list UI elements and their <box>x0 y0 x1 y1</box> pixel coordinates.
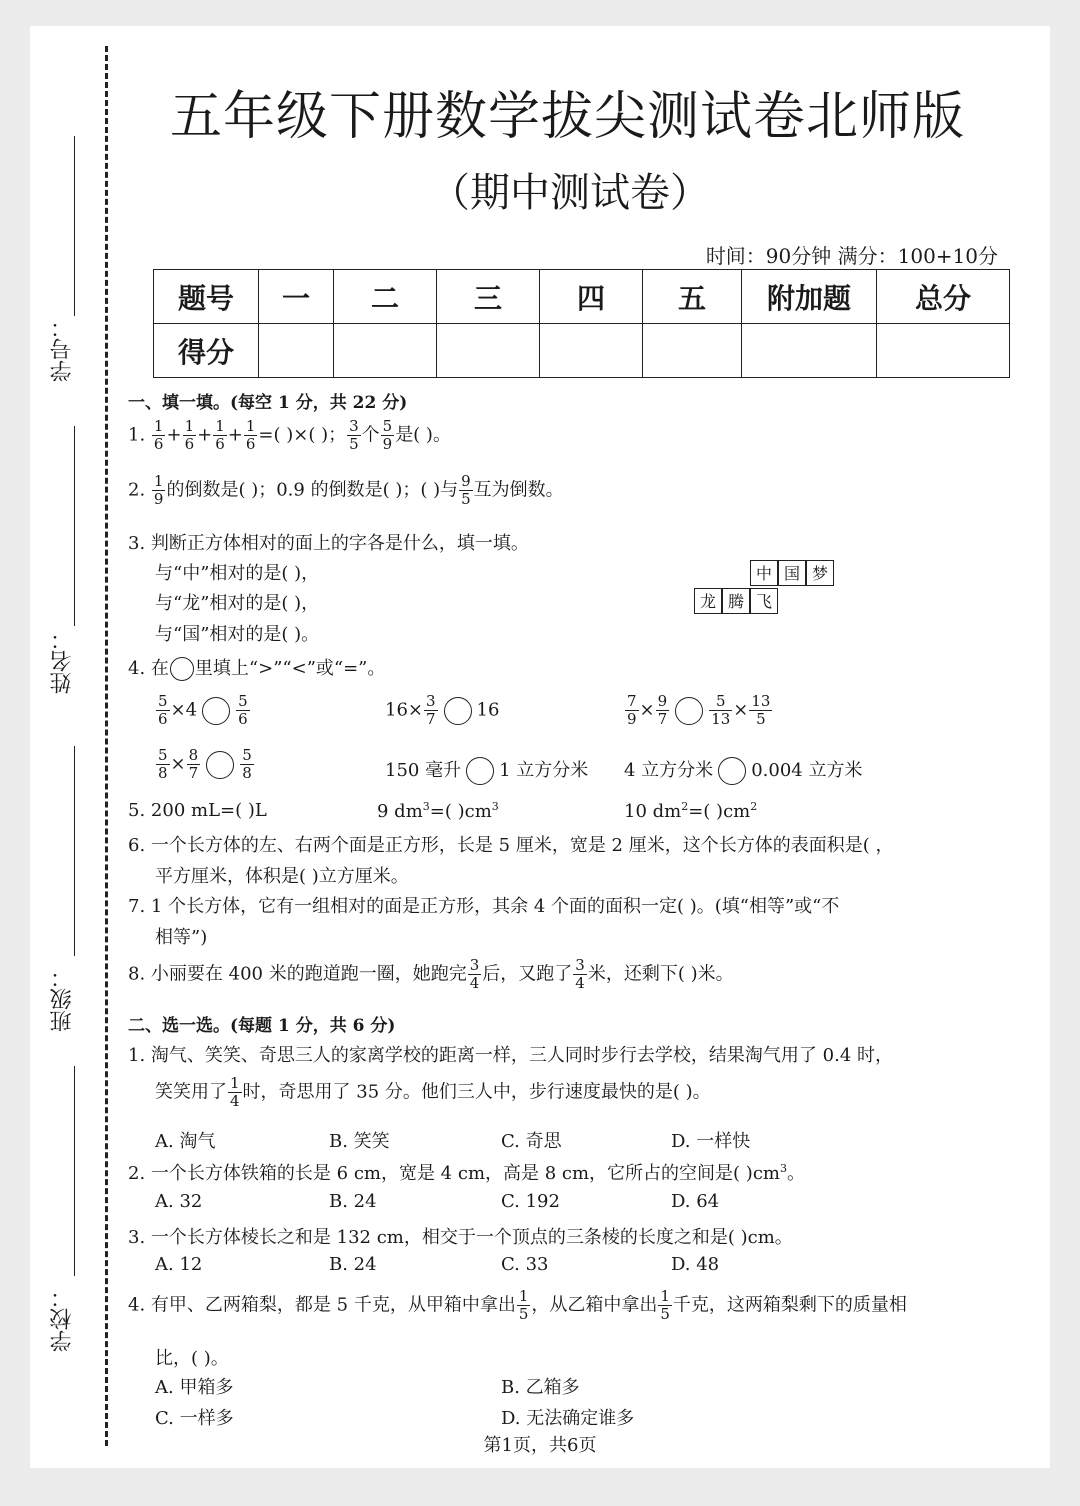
score-header-cell: 总分 <box>877 270 1010 324</box>
section-2-title: 二、选一选。(每题 1 分，共 6 分) <box>128 1016 396 1036</box>
compare-6: 4 立方分米 0.004 立方米 <box>624 756 862 785</box>
question-1-7-line-2: 相等”) <box>155 927 208 948</box>
question-1-6 <box>128 831 893 857</box>
score-cell[interactable] <box>259 324 334 378</box>
option[interactable]: B. 24 <box>329 1254 377 1275</box>
circle-icon <box>170 657 194 681</box>
option[interactable]: C. 奇思 <box>501 1131 562 1152</box>
compare-2: 16× $\frac{3}{7}$ 16 <box>385 692 500 728</box>
question-1-5-b: 9 $dm^3=$( )$cm^3$ <box>377 800 499 822</box>
question-number: 2. <box>128 1163 146 1184</box>
cube-net-face: 国 <box>778 560 806 586</box>
question-1-7 <box>128 892 839 918</box>
question-text: 一个长方体棱长之和是 132 cm，相交于一个顶点的三条棱的长度之和是( )cm。 <box>150 1227 793 1248</box>
score-cell[interactable] <box>643 324 742 378</box>
fraction: $\frac{1}{9}$ <box>153 472 164 508</box>
question-text: 小丽要在 400 米的跑道跑一圈，她跑完 <box>150 963 467 985</box>
score-header-cell: 四 <box>540 270 643 324</box>
score-header-cell: 附加题 <box>742 270 877 324</box>
question-2-3 <box>128 1223 793 1249</box>
score-cell[interactable] <box>540 324 643 378</box>
question-number: 4. <box>128 1294 146 1316</box>
section-1-title: 一、填一填。(每空 1 分，共 22 分) <box>128 393 408 413</box>
question-text: 1 个长方体，它有一组相对的面是正方形，其余 4 个面的面积一定( )。(填“相等”或“不 <box>150 896 840 917</box>
compare-4: $\frac{5}{8}$ × $\frac{8}{7}$ $\frac{5}{8}$ <box>158 746 252 782</box>
question-text: 是( )。 <box>395 424 451 446</box>
question-1-6-line-2: 平方厘米，体积是( )立方厘米。 <box>155 866 409 887</box>
name-label: 姓名： <box>50 628 75 694</box>
fraction: $\frac{5}{9}$ <box>382 417 393 453</box>
fraction: $\frac{9}{5}$ <box>461 472 471 508</box>
question-1-3-line-2: 与“龙”相对的是( )， <box>155 593 320 614</box>
cube-net-face: 中 <box>750 560 778 586</box>
score-cell[interactable] <box>334 324 437 378</box>
question-1-8: 8. 小丽要在 400 米的跑道跑一圈，她跑完 $\frac{3}{4}$ 后，又跑了 $\frac{3}{4}$ 米，还剩下( )米。 <box>128 956 734 992</box>
question-2-4: 4. 有甲、乙两箱梨，都是 5 千克，从甲箱中拿出 $\frac{1}{5}$ ，从乙箱中拿出 $\frac{1}{5}$ 千克，这两箱梨剩下的质量相 <box>128 1287 907 1323</box>
score-header-cell: 一 <box>259 270 334 324</box>
question-2-1-line-2: 笑笑用了 $\frac{1}{4}$ 时，奇思用了 35 分。他们三人中，步行速度最快的是( )。 <box>155 1074 711 1110</box>
option[interactable]: C. 192 <box>501 1191 560 1212</box>
score-table-row <box>154 324 1010 378</box>
question-1-3-line-3: 与“国”相对的是( )。 <box>155 624 320 645</box>
option[interactable]: C. 33 <box>501 1254 549 1275</box>
compare-circle[interactable] <box>466 757 494 785</box>
question-2-1 <box>128 1041 893 1067</box>
question-number: 3. <box>128 533 146 554</box>
compare-circle[interactable] <box>444 697 472 725</box>
question-number: 6. <box>128 835 146 856</box>
question-2-4-line-2: 比，( )。 <box>155 1348 229 1369</box>
question-1-3-line-1: 与“中”相对的是( )， <box>155 563 320 584</box>
score-header-cell: 二 <box>334 270 437 324</box>
compare-1: $\frac{5}{6}$ ×4 $\frac{5}{6}$ <box>158 692 248 728</box>
name-line <box>74 426 75 626</box>
question-number: 2. <box>128 479 146 501</box>
question-1-4 <box>128 654 385 681</box>
score-cell[interactable] <box>742 324 877 378</box>
fraction: $\frac{1}{6}$ <box>184 417 195 453</box>
option[interactable]: B. 24 <box>329 1191 377 1212</box>
school-line <box>74 1066 75 1276</box>
compare-circle[interactable] <box>202 697 230 725</box>
question-number: 1. <box>128 424 146 446</box>
option[interactable]: D. 无法确定谁多 <box>501 1408 635 1429</box>
exam-subtitle: （期中测试卷） <box>430 170 710 216</box>
cube-net-face: 腾 <box>722 588 750 614</box>
question-text: 在 <box>150 658 169 679</box>
question-2-2: 2. 一个长方体铁箱的长是 6 cm，宽是 4 cm，高是 8 cm，它所占的空间是( )$cm^3$。 <box>128 1162 805 1184</box>
question-text: 米，还剩下( )米。 <box>587 963 734 985</box>
cube-net-face: 飞 <box>750 588 778 614</box>
option[interactable]: B. 笑笑 <box>329 1131 390 1152</box>
cube-net-face: 梦 <box>806 560 834 586</box>
score-cell[interactable] <box>877 324 1010 378</box>
option[interactable]: D. 64 <box>671 1191 720 1212</box>
question-number: 1. <box>128 1045 146 1066</box>
option[interactable]: D. 48 <box>671 1254 720 1275</box>
question-text: 一个长方体铁箱的长是 6 cm，宽是 4 cm，高是 8 cm，它所占的空间是( )cm <box>150 1163 780 1184</box>
question-text: 有甲、乙两箱梨，都是 5 千克，从甲箱中拿出 <box>150 1294 516 1316</box>
score-table-header-row <box>154 270 1010 324</box>
fraction: $\frac{1}{6}$ <box>245 417 256 453</box>
cube-net-face: 龙 <box>694 588 722 614</box>
question-text: 一个长方体的左、右两个面是正方形，长是 5 厘米，宽是 2 厘米，这个长方体的表面积是( ， <box>150 835 894 856</box>
student-id-line <box>74 136 75 316</box>
question-number: 8. <box>128 963 146 985</box>
class-line <box>74 746 75 956</box>
question-text: 判断正方体相对的面上的字各是什么，填一填。 <box>150 533 529 554</box>
score-table <box>153 269 1010 378</box>
compare-circle[interactable] <box>718 757 746 785</box>
option[interactable]: C. 一样多 <box>155 1408 234 1429</box>
compare-5: 150 毫升 1 立方分米 <box>385 756 588 785</box>
score-header-cell: 五 <box>643 270 742 324</box>
question-text: =( )×( )； <box>258 424 347 446</box>
exam-page <box>30 26 1050 1468</box>
exam-time-score: 时间：90分钟 满分：100+10分 <box>705 244 998 268</box>
fraction: $\frac{1}{6}$ <box>215 417 225 453</box>
question-number: 3. <box>128 1227 146 1248</box>
option[interactable]: D. 一样快 <box>671 1131 751 1152</box>
option[interactable]: A. 甲箱多 <box>155 1377 234 1398</box>
question-number: 4. <box>128 658 146 679</box>
question-text: 个 <box>361 424 380 446</box>
option[interactable]: A. 淘气 <box>155 1131 216 1152</box>
fraction: $\frac{1}{6}$ <box>153 417 164 453</box>
question-text: 互为倒数。 <box>473 479 564 501</box>
page-footer: 第1页，共6页 <box>483 1435 597 1456</box>
question-text: 里填上“>”“<”或“=”。 <box>194 658 386 679</box>
score-header-cell: 题号 <box>154 270 259 324</box>
question-number: 5. <box>128 800 146 821</box>
question-text: 千克，这两箱梨剩下的质量相 <box>672 1294 907 1316</box>
question-1-3 <box>128 529 529 555</box>
binding-dashed-line <box>105 46 108 1446</box>
score-header-cell: 三 <box>437 270 540 324</box>
student-id-label: 学号： <box>50 316 75 382</box>
question-text: 200 mL=( )L <box>150 800 267 821</box>
school-label: 学校： <box>50 1286 75 1352</box>
compare-3: $\frac{7}{9}$ × $\frac{9}{7}$ $\frac{5}{13}$ × $\frac{13}{5}$ <box>627 692 771 728</box>
option[interactable]: A. 32 <box>155 1191 203 1212</box>
score-cell[interactable] <box>437 324 540 378</box>
question-text: 淘气、笑笑、奇思三人的家离学校的距离一样，三人同时步行去学校，结果淘气用了 0.4 时， <box>150 1045 893 1066</box>
question-1-5 <box>128 800 267 821</box>
option[interactable]: B. 乙箱多 <box>501 1377 580 1398</box>
question-text: ，从乙箱中拿出 <box>531 1294 658 1316</box>
fraction: $\frac{3}{5}$ <box>349 417 359 453</box>
question-1-1: 1. $\frac{1}{6}$ + $\frac{1}{6}$ + $\frac{1}{6}$ + $\frac{1}{6}$ =( )×( )； $\frac{3}{5}$ 个 $\frac{5}{9}$ 是( )。 <box>128 417 451 453</box>
question-1-5-c: 10 $dm^2=$( )$cm^2$ <box>624 800 758 822</box>
exam-title: 五年级下册数学拔尖测试卷北师版 <box>170 87 966 147</box>
question-1-2 <box>128 474 564 507</box>
question-number: 7. <box>128 896 146 917</box>
compare-circle[interactable] <box>206 751 234 779</box>
class-label: 班级： <box>50 966 75 1032</box>
compare-circle[interactable] <box>675 697 703 725</box>
option[interactable]: A. 12 <box>155 1254 203 1275</box>
score-row-label: 得分 <box>154 324 259 378</box>
question-text: 的倒数是( )；0.9 的倒数是( )；( )与 <box>166 479 459 501</box>
question-text: 后，又跑了 <box>482 963 573 985</box>
